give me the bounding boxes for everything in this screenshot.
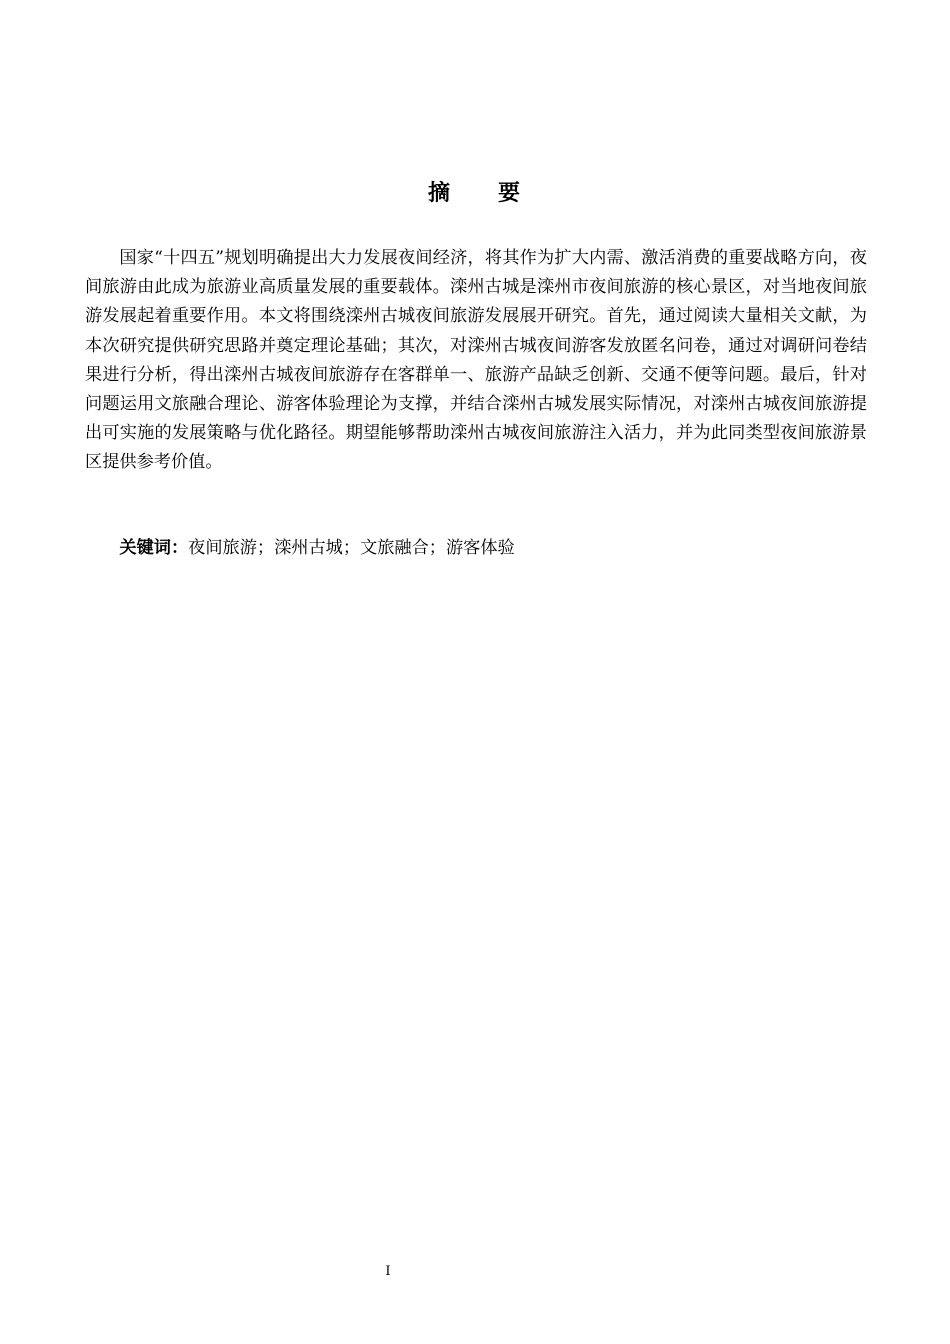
title-char-2: 要 [498,181,523,206]
keywords-line [85,534,867,563]
page-number: I [385,1264,391,1279]
keywords-label: 关键词： [119,538,189,558]
abstract-body: 国家“十四五”规划明确提出大力发展夜间经济，将其作为扩大内需、激活消费的重要战略方向，夜间旅游由此成为旅游业高质量发展的重要载体。滦州古城是滦州市夜间旅游的核心景区，对当地夜间旅游发展起着重要作用。本文将围绕滦州古城夜间旅游发展展开研究。首先，通过阅读大量相关文献，为本次研究提供研究思路并奠定理论基础；其次，对滦州古城夜间游客发放匿名问卷，通过对调研问卷结果进行分析，得出滦州古城夜间旅游存在客群单一、旅游产品缺乏创新、交通不便等问题。最后，针对问题运用文旅融合理论、游客体验理论为支撑，并结合滦州古城发展实际情况，对滦州古城夜间旅游提出可实施的发展策略与优化路径。期望能够帮助滦州古城夜间旅游注入活力，并为此同类型夜间旅游景区提供参考价值。 [85,248,867,473]
keywords-value: 夜间旅游；滦州古城；文旅融合；游客体验 [188,538,515,558]
title-char-1: 摘 [427,181,452,206]
abstract-title [0,178,950,210]
